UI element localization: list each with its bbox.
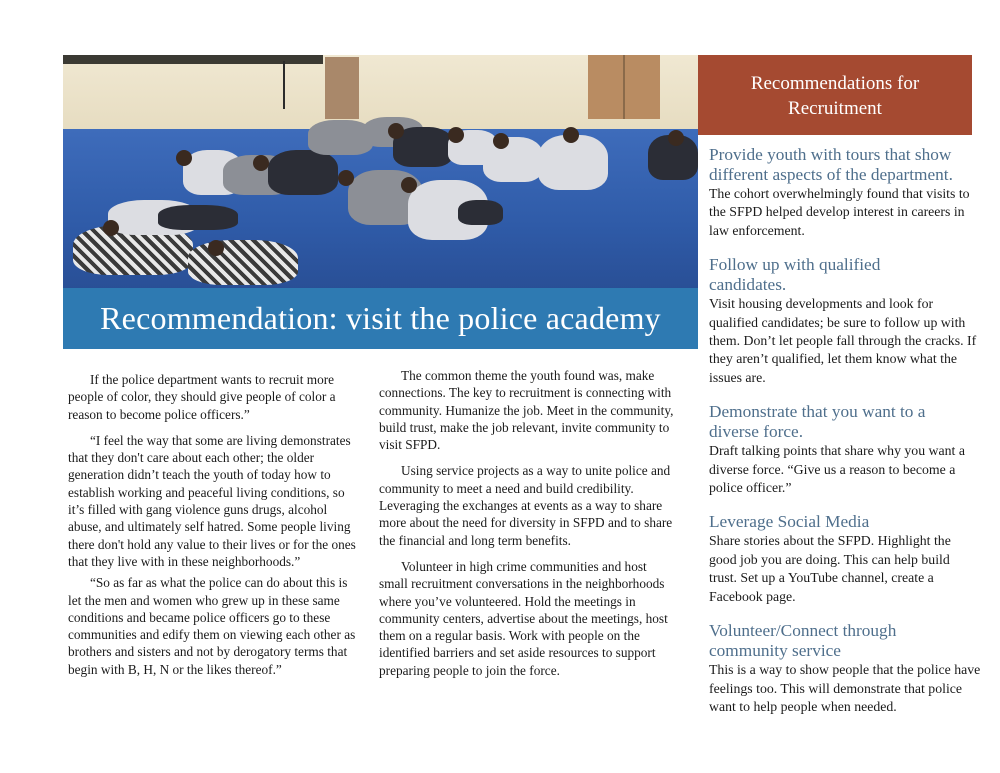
body-paragraph: The common theme the youth found was, make connections. The key to recruitment is connecting with community. Humanize the job. Meet in the community, build trust, make the job relevant, invite community to visit SFPD. bbox=[379, 368, 674, 453]
photo-head bbox=[668, 130, 684, 146]
photo-head bbox=[338, 170, 354, 186]
middle-column bbox=[379, 367, 674, 688]
left-column bbox=[68, 371, 357, 687]
title-band bbox=[63, 288, 698, 349]
body-paragraph: “I feel the way that some are living demonstrates that they don't care about each other; the older generation didn’t teach the youth of today how to establish working and peaceful living conditions, so it’s filled with gang violence guns drugs, alcohol abuse, and ultimately self hatred. Some people living there don't hold any value to their lives or for the ones that they live with in these neighborhoods.” bbox=[68, 432, 356, 569]
recommendation-body: Share stories about the SFPD. Highlight the good job you are doing. This can help build trust. Set up a YouTube channel, create a Facebook page. bbox=[709, 533, 951, 604]
recommendation-heading: Follow up with qualified candidates. bbox=[709, 255, 881, 295]
recommendation-heading: Volunteer/Connect through community service bbox=[709, 621, 897, 661]
photo-person bbox=[483, 137, 543, 182]
recommendation-body: Draft talking points that share why you want a diverse force. “Give us a reason to become a police officer.” bbox=[709, 443, 965, 496]
photo-person bbox=[538, 135, 608, 190]
photo-door-right bbox=[588, 55, 660, 119]
group-pushups-photo bbox=[63, 55, 698, 288]
recommendation-item bbox=[709, 255, 981, 387]
photo-tripod bbox=[283, 61, 285, 109]
photo-head bbox=[448, 127, 464, 143]
body-paragraph: Volunteer in high crime communities and host small recruitment conversations in the neighborhoods where you’ve volunteered. Hold the meetings in community centers, advertise about the meetings, host them on a regular basis. Work with people on the identified barriers and set aside resources to support preparing people to join the force. bbox=[379, 558, 668, 678]
recommendation-item bbox=[709, 512, 981, 606]
recommendation-body: The cohort overwhelmingly found that visits to the SFPD helped develop interest in careers in law enforcement. bbox=[709, 186, 970, 238]
photo-head bbox=[388, 123, 404, 139]
body-paragraph: “So as far as what the police can do about this is let the men and women who grew up in these same conditions and became police officers go to these communities and edify them on viewing each other as brothers and sisters and not by derogatory terms that begin with B, H, N or the likes thereof.” bbox=[68, 575, 356, 677]
recommendation-heading: Provide youth with tours that show different aspects of the department. bbox=[709, 145, 953, 184]
photo-person bbox=[458, 200, 503, 225]
photo-head bbox=[176, 150, 192, 166]
photo-person bbox=[268, 150, 338, 195]
photo-head bbox=[401, 177, 417, 193]
recommendation-item bbox=[709, 402, 981, 497]
sidebar-header-text: Recommendations for Recruitment bbox=[750, 72, 920, 119]
body-paragraph: If the police department wants to recruit more people of color, they should give people of color a reason to become police officers.” bbox=[68, 372, 336, 422]
body-paragraph: Using service projects as a way to unite police and community to meet a need and build credibility. Leveraging the exchanges at events as a way to share more about the need for diversity in SFPD and to share the financial and long term benefits. bbox=[379, 463, 673, 548]
recommendations-sidebar bbox=[709, 145, 981, 731]
recommendation-body: Visit housing developments and look for qualified candidates; be sure to follow up with them. Don’t let people fall through the cracks. If they aren’t qualified, let them know what the issues are. bbox=[709, 296, 977, 385]
recommendation-heading: Demonstrate that you want to a diverse force. bbox=[709, 402, 926, 442]
sidebar-header bbox=[698, 55, 972, 135]
photo-person bbox=[158, 205, 238, 230]
photo-person bbox=[188, 240, 298, 285]
recommendation-item bbox=[709, 145, 981, 240]
photo-head bbox=[563, 127, 579, 143]
recommendation-body: This is a way to show people that the police have feelings too. This will demonstrate that police want to help people when needed. bbox=[709, 662, 981, 714]
page-title: Recommendation: visit the police academy bbox=[100, 300, 661, 336]
photo-head bbox=[253, 155, 269, 171]
photo-door-left bbox=[325, 57, 359, 119]
recommendation-heading: Leverage Social Media bbox=[709, 512, 870, 532]
recommendation-item bbox=[709, 621, 981, 716]
photo-head bbox=[103, 220, 119, 236]
photo-head bbox=[493, 133, 509, 149]
photo-head bbox=[208, 240, 224, 256]
